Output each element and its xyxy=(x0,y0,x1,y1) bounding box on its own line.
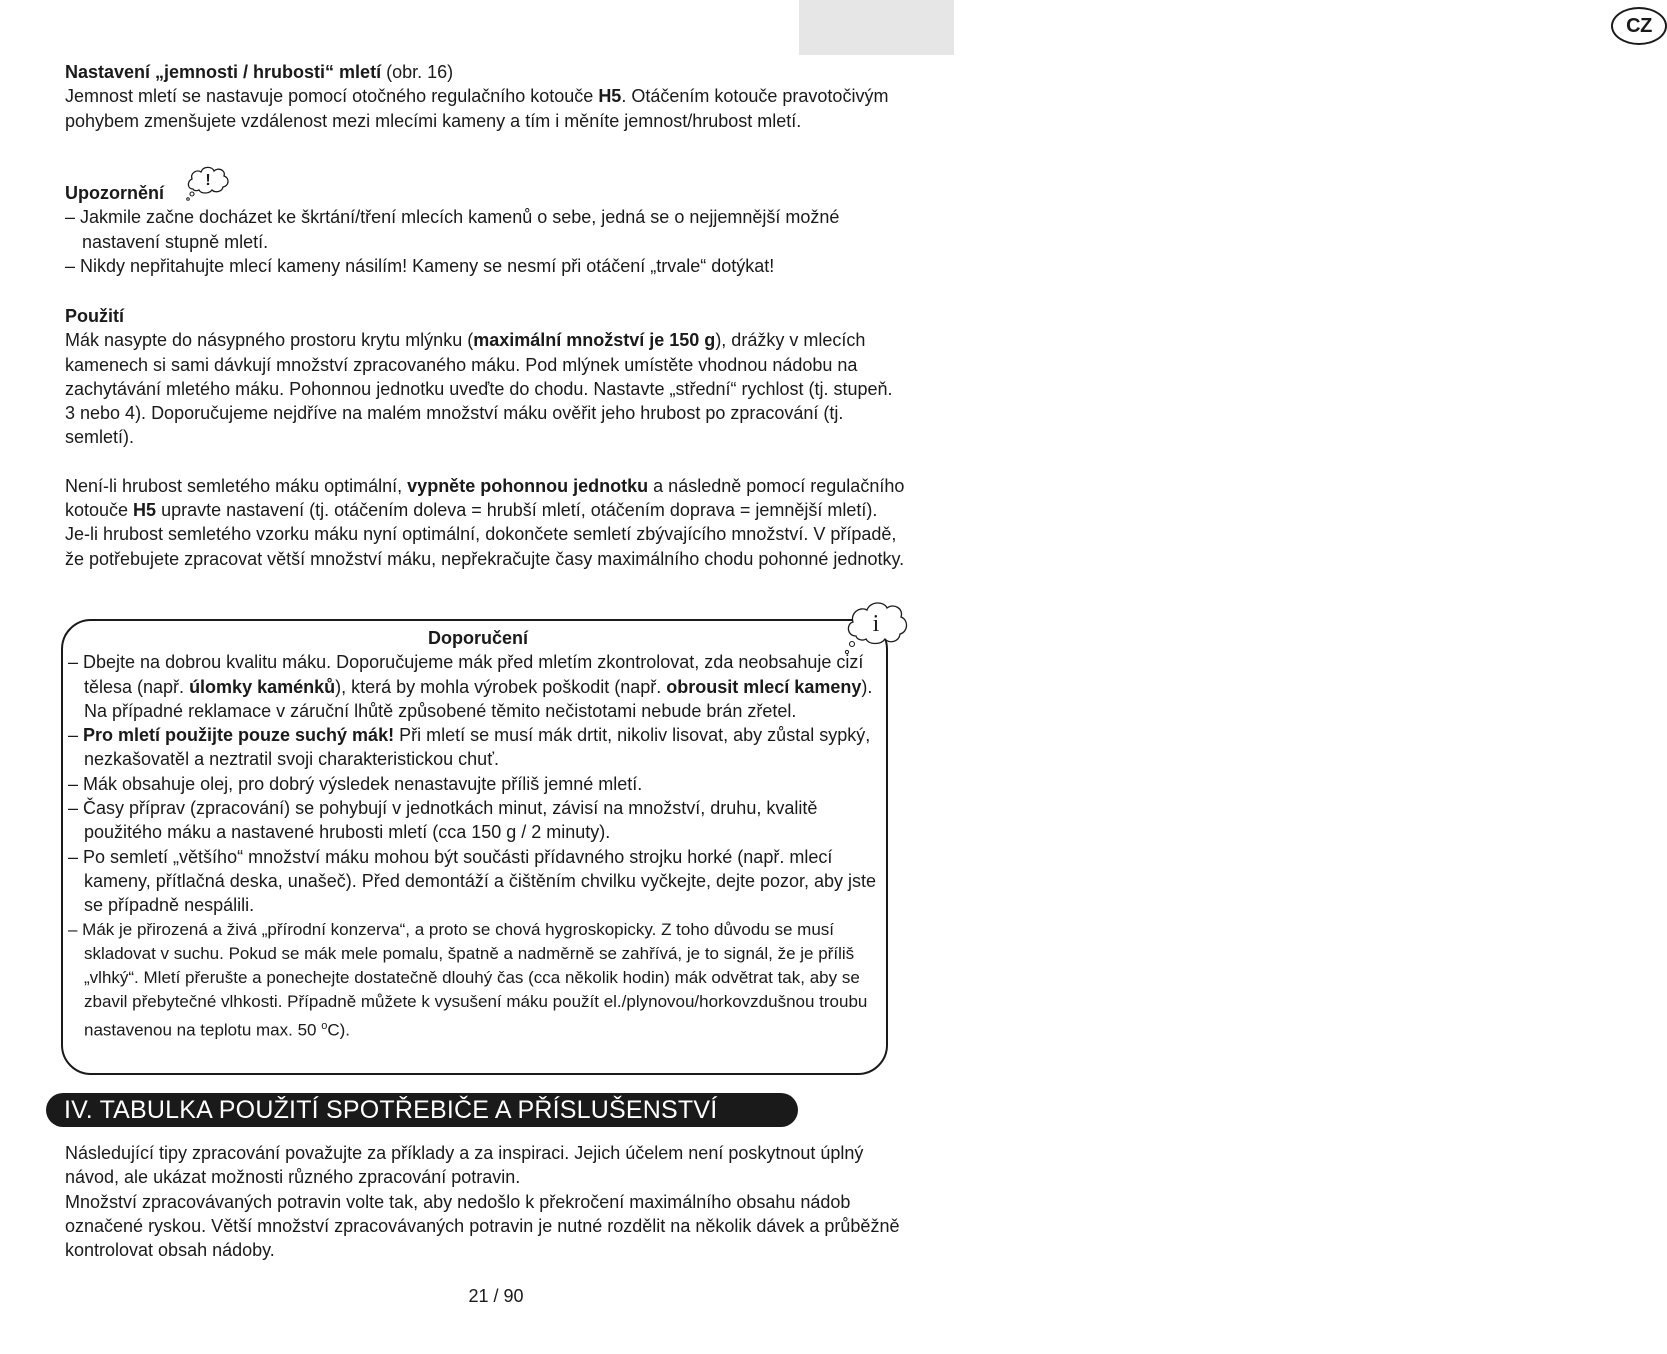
info-glyph: i xyxy=(872,611,880,637)
recommendation-item: – Dbejte na dobrou kvalitu máku. Doporučujeme mák před mletím zkontrolovat, zda neobsahuje cizí tělesa (např. úlomky kaménků), která by mohla výrobek poškodit (např. obrousit mlecí kameny). Na případné reklamace v záruční lhůtě způsobené těmito nečistotami nebude brán zřetel. xyxy=(68,652,873,721)
usage-paragraph: Není-li hrubost semletého máku optimální, vypněte pohonnou jednotku a následně pomocí regulačního kotouče H5 upravte nastavení (tj. otáčením doleva = hrubší mletí, otáčením doprava = jemnější mletí). Je-li hrubost semletého vzorku máku nyní optimální, dokončete semletí zbývajícího množství. V případě, že potřebujete zpracovat větší množství máku, nepřekračujte časy maximálního chodu pohonné jednotky. xyxy=(65,475,905,569)
language-tab xyxy=(799,0,1652,55)
section4-paragraph: Následující tipy zpracování považujte za příklady a za inspiraci. Jejich účelem není poskytnout úplný návod, ale ukázat možnosti různého zpracování potravin. xyxy=(65,1143,864,1188)
warning-item: – Jakmile začne docházet ke škrtání/tření mlecích kamenů o sebe, jedná se o nejjemnější možné nastavení stupně mletí. xyxy=(65,207,840,252)
recommendation-item: – Časy příprav (zpracování) se pohybují v jednotkách minut, závisí na množství, druhu, kvalitě použitého máku a nastavené hrubosti mletí (cca 150 g / 2 minuty). xyxy=(68,798,818,843)
section4-paragraph: Množství zpracovávaných potravin volte tak, aby nedošlo k překročení maximálního obsahu nádob označené ryskou. Větší množství zpracovávaných potravin je nutné rozdělit na několik dávek a průběžně kontrolovat obsah nádoby. xyxy=(65,1191,900,1261)
usage-heading: Použití xyxy=(65,306,124,326)
recommendation-heading: Doporučení xyxy=(427,628,528,648)
recommendation-content xyxy=(68,626,888,1043)
recommendation-item: – Pro mletí použijte pouze suchý mák! Při mletí se musí mák drtit, nikoliv lisovat, aby zůstal sypký, nezkašovatěl a neztratil svoji charakteristickou chuť. xyxy=(68,725,871,770)
fineness-section xyxy=(65,60,905,133)
language-badge: CZ xyxy=(1611,7,1667,45)
recommendation-item: – Mák je přirozená a živá „přírodní konzerva“, a proto se chová hygroskopicky. Z toho důvodu se musí skladovat v suchu. Pokud se mák mele pomalu, špatně a nadměrně se zahřívá, je to signál, že je příliš „vlhký“. Mletí přerušte a ponechejte dostatečně dlouhý čas (cca několik hodin) mák odvětrat tak, aby se zbavil přebytečné vlhkosti. Případně můžete k vysušení máku použít el./plynovou/horkovzdušnou troubu nastavenou na teplotu max. 50 $^o$C). xyxy=(68,919,868,1041)
usage-paragraph: Mák nasypte do násypného prostoru krytu mlýnku (maximální množství je 150 g), drážky v mlecích kamenech si sami dávkují množství zpracovaného máku. Pod mlýnek umístěte vhodnou nádobu na zachytávání mletého máku. Pohonnou jednotku uveďte do chodu. Nastavte „střední“ rychlost (tj. stupeň. 3 nebo 4). Doporučujeme nejdříve na malém množství máku ověřit jeho hrubost po zpracování (tj. semletí). xyxy=(65,330,893,448)
recommendation-item: – Po semletí „většího“ množství máku mohou být součásti přídavného strojku horké (např. mlecí kameny, přítlačná deska, unašeč). Před demontáží a čištěním chvilku vyčkejte, dejte pozor, aby jste se případně nespálili. xyxy=(68,846,877,916)
usage-section xyxy=(65,304,905,571)
warning-glyph: ! xyxy=(205,172,211,189)
section4-body xyxy=(65,1141,905,1262)
section-banner: IV. TABULKA POUŽITÍ SPOTŘEBIČE A PŘÍSLUŠENSTVÍ xyxy=(46,1093,798,1127)
page-number: 21 / 90 xyxy=(468,1286,524,1306)
recommendation-item: – Mák obsahuje olej, pro dobrý výsledek nenastavujte příliš jemné mletí. xyxy=(68,773,643,794)
fineness-heading: Nastavení „jemnosti / hrubosti“ mletí (obr. 16) xyxy=(65,62,454,82)
fineness-body: Jemnost mletí se nastavuje pomocí otočného regulačního kotouče H5. Otáčením kotouče pravotočivým pohybem zmenšujete vzdálenost mezi mlecími kameny a tím i měníte jemnost/hrubost mletí. xyxy=(65,86,889,131)
warning-item: – Nikdy nepřitahujte mlecí kameny násilím! Kameny se nesmí při otáčení „trvale“ dotýkat! xyxy=(65,255,775,276)
warning-cloud-icon xyxy=(185,163,231,203)
warning-heading: Upozornění xyxy=(65,183,164,203)
